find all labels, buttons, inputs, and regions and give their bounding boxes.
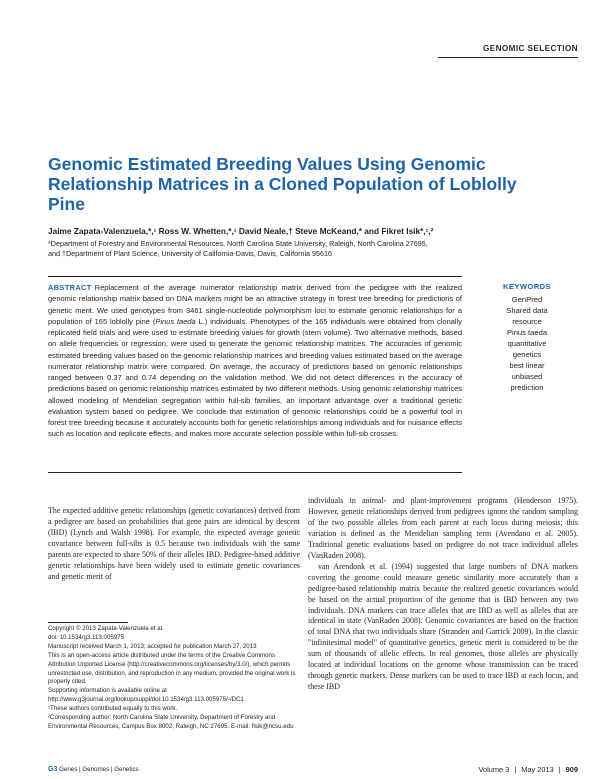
footnotes — [48, 625, 300, 732]
keyword-item: Shared data — [506, 306, 548, 315]
keyword-item: prediction — [510, 383, 544, 392]
author-list: Jaime Zapata-Valenzuela,*,¹ Ross W. Whetten,*,¹ David Neale,† Steve McKeand,* and Fikret Isik*,¹,² — [48, 226, 434, 236]
keyword-item: unbiased — [511, 372, 543, 381]
body-paragraph: individuals in animal- and plant-improvement programs (Henderson 1975). However, genetic relationships derived from pedigrees ignore the random sampling of the two possible alleles from each parent at each locus during meiosis; this variation is defined as the Mendelian sampling term (Avendano et al. 2005). Traditional genetic evaluations based on pedigree do not trace individual alleles (VanRaden 2008). — [308, 496, 578, 560]
body-column-left — [48, 506, 300, 583]
footnote-2: ²Corresponding author: North Carolina State University, Department of Forestry and Environmental Resources, Campus Box 8002, Raleigh, NC 27695. E-mail: fisik@ncsu.edu — [48, 714, 294, 730]
journal-subtitle: Genes | Genomes | Genetics — [59, 766, 139, 773]
affiliation-line: and †Department of Plant Science, University of California-Davis, Davis, California 95616 — [48, 249, 333, 258]
footnote-rule — [48, 622, 128, 623]
issue-date: May 2013 — [521, 765, 554, 774]
received-line: Manuscript received March 1, 2013; accepted for publication March 27, 2013 — [48, 642, 257, 650]
journal-footer — [48, 766, 139, 773]
footnote-1: ¹These authors contributed equally to this work. — [48, 705, 178, 713]
page-info: Volume 3 | May 2013 | 909 — [478, 765, 578, 774]
abstract-text-2: L.) individuals. Phenotypes of the 165 individuals were obtained from clonally replicated field trials and were used to estimate breeding values for growth (stem volume). Two alternative methods, based on allele frequencies or regression, were used to generate the genomic relationship matrices. The accuracies of genomic estimated breeding values based on the genomic relationship matrices and breeding values estimated based on the average numerator relationship matrix were compared. On average, the accuracy of predictions based on genomic relationships ranged between 0.37 and 0.74 depending on the validation method. We did not detect differences in the accuracy of predictions based on genomic relationship matrices estimated by two different methods. Using genomic relationship matrices allowed modeling of Mendelian segregation within full-sib families, an important advantage over a traditional genetic evaluation system based on pedigree. We conclude that estimation of genomic relationships could be a powerful tool in forest tree breeding because it accurately accounts both for genetic relationships among individuals and for nuisance effects such as location and replicate effects, and makes more accurate selection possible within full-sib crosses. — [48, 316, 462, 439]
doi-line: doi: 10.1534/g3.113.005975 — [48, 633, 125, 641]
abstract-text-1: Replacement of the average numerator relationship matrix derived from the pedigree with the realized genomic relationship matrix based on DNA markers might be an attractive strategy in forest tree breeding for predictions of genetic merit. We used genotypes from 3461 single-nucleotide polymorphism loci to estimate genomic relationships for a population of 165 loblolly pine ( — [48, 283, 462, 326]
affiliation-line: *Department of Forestry and Environmental Resources, North Carolina State University, Raleigh, North Carolina 27695, — [48, 239, 428, 248]
body-column-right — [308, 496, 578, 693]
abstract-bottom-rule — [48, 472, 462, 473]
keyword-item: quantitative — [507, 339, 547, 348]
license-text: This is an open-access article distributed under the terms of the Creative Commons Attribution Unported License (http://creativecommons.org/licenses/by/3.0/), which permits unrestricted use, distribution, and reproduction in any medium, provided the original work is properly cited. — [48, 651, 296, 686]
section-label: GENOMIC SELECTION — [482, 44, 578, 53]
abstract-top-rule — [48, 276, 462, 277]
keyword-item: GenPred — [511, 295, 543, 304]
article-title: Genomic Estimated Breeding Values Using Genomic Relationship Matrices in a Cloned Population of Loblolly Pine — [48, 154, 517, 214]
keyword-item: resource — [512, 317, 542, 326]
keyword-item: genetics — [512, 350, 542, 359]
keyword-item: best linear — [509, 361, 545, 370]
affiliations — [48, 239, 568, 259]
journal-logo: G3 — [48, 766, 58, 773]
keywords-list — [476, 294, 578, 393]
keyword-item: Pinus taeda — [506, 328, 548, 337]
volume-label: Volume 3 — [478, 765, 510, 774]
body-paragraph: The expected additive genetic relationships (genetic covariances) derived from a pedigree are based on probabilities that gene pairs are identical by descent (IBD) (Lynch and Walsh 1998). For example, the expected average genetic covariance between full-sibs is 0.5 because two individuals with the same parents are expected to share 50% of their alleles IBD. Pedigree-based additive genetic relationships have been widely used to estimate genetic covariances and genetic merit of — [48, 506, 300, 581]
copyright-line: Copyright © 2013 Zapata-Valenzuela et al. — [48, 625, 164, 632]
body-paragraph: van Arendonk et al. (1994) suggested that large numbers of DNA markers covering the genome could measure genetic similarity more accurately than a pedigree-based relationship matrix because the realized genetic covariances would be based on the actual proportion of the genome that is IBD between any two individuals. DNA markers can trace alleles that are IBD as well as alleles that are identical in state (VanRaden 2008). Genomic covariances are based on the fraction of total DNA that two individuals share (Stranden and Garrick 2009). In the classic "infinitesimal model" of quantitative genetics, genetic merit is considered to be the sum of thousands of allelic effects. In real genomes, those alleles are physically located at individual locations on the genome whose transmission can be traced through genetic markers. Dense markers can be used to trace IBD at each locus, and these IBD — [308, 561, 578, 692]
supporting-info: Supporting information is available online at http://www.g3journal.org/lookup/suppl/doi:10.1534/g3.113.005975/-/DC1 — [48, 687, 244, 704]
abstract-heading: ABSTRACT — [48, 283, 92, 292]
page-number: 909 — [565, 765, 578, 774]
abstract — [48, 282, 462, 440]
keywords-heading: KEYWORDS — [503, 282, 551, 291]
abstract-species: Pinus taeda — [155, 316, 196, 326]
section-rule — [438, 57, 578, 58]
